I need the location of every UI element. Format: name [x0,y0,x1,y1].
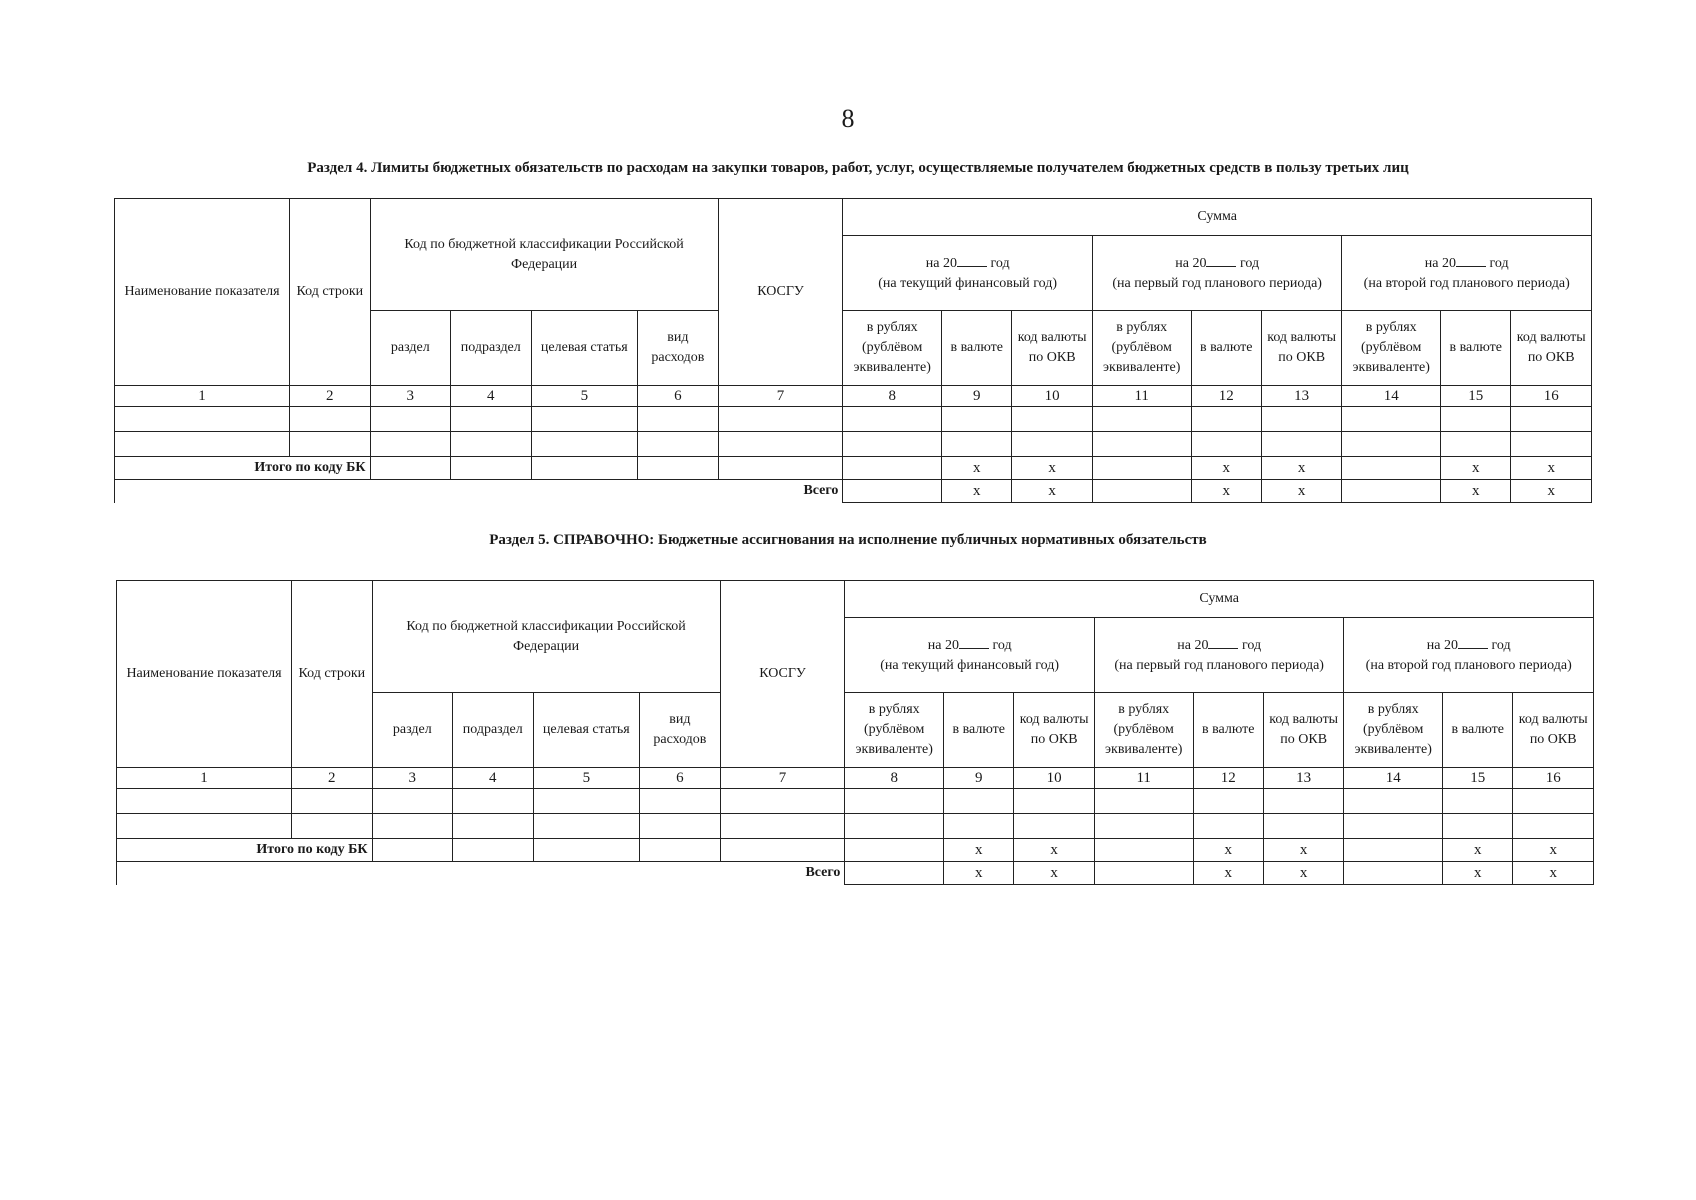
table-cell[interactable] [453,814,533,839]
col-name-header: Наименование показателя [115,199,290,386]
table-cell[interactable] [718,407,843,432]
col-num: 8 [845,768,944,789]
table-cell[interactable] [370,457,450,480]
table-cell[interactable] [1092,407,1191,432]
period-current-header: на 20 год (на текущий финансовый год) [845,618,1095,693]
celevaya-header: целевая статья [531,311,638,386]
table-cell[interactable] [718,432,843,457]
okv-header-2: код валюты по ОКВ [1263,693,1343,768]
table-cell[interactable] [531,457,638,480]
table-cell[interactable] [290,407,370,432]
rub-header-1: в рублях (рублёвом эквиваленте) [843,311,942,386]
itogo-label: Итого по коду БК [117,839,373,862]
valuta-header-3: в валюте [1441,311,1511,386]
col-num: 11 [1092,386,1191,407]
table-cell[interactable] [845,814,944,839]
table-cell[interactable] [533,814,640,839]
podrazdel-header: подраздел [451,311,531,386]
table-cell[interactable] [117,814,292,839]
col-num: 5 [533,768,640,789]
table-cell[interactable] [638,457,719,480]
table-cell[interactable] [533,789,640,814]
x-mark: x [1261,480,1341,503]
table-cell[interactable] [290,432,370,457]
table-cell[interactable] [1092,457,1191,480]
col-num: 2 [290,386,370,407]
x-mark: x [1261,457,1341,480]
vid-header: вид расходов [638,311,719,386]
bk-group-header: Код по бюджетной классификации Российской Федерации [372,581,720,693]
itogo-row [115,457,1592,480]
table-cell[interactable] [1443,789,1513,814]
rub-header-2: в рублях (рублёвом эквиваленте) [1092,311,1191,386]
table-cell[interactable] [372,814,452,839]
table-cell[interactable] [845,789,944,814]
table-cell[interactable] [1012,407,1092,432]
table-cell[interactable] [1191,432,1261,457]
table-cell[interactable] [944,789,1014,814]
podrazdel-header: подраздел [453,693,533,768]
col-num: 1 [117,768,292,789]
x-mark: x [1014,862,1094,885]
valuta-header-3: в валюте [1443,693,1513,768]
column-number-row [115,386,1592,407]
col-name-header: Наименование показателя [117,581,292,768]
col-num: 8 [843,386,942,407]
col-num: 9 [942,386,1012,407]
table-cell[interactable] [531,432,638,457]
col-num: 16 [1513,768,1594,789]
x-mark: x [1443,862,1513,885]
x-mark: x [1441,457,1511,480]
x-mark: x [1511,480,1592,503]
table-row [117,789,1594,814]
col-num: 14 [1342,386,1441,407]
section-4-table [114,198,1592,503]
table-cell[interactable] [720,814,845,839]
table-cell[interactable] [843,432,942,457]
valuta-header-1: в валюте [944,693,1014,768]
col-num: 16 [1511,386,1592,407]
table-cell[interactable] [1012,432,1092,457]
table-cell[interactable] [1263,789,1343,814]
table-cell[interactable] [451,407,531,432]
x-mark: x [1263,862,1343,885]
x-mark: x [1263,839,1343,862]
col-num: 4 [453,768,533,789]
valuta-header-1: в валюте [942,311,1012,386]
table-cell[interactable] [1261,432,1341,457]
table-cell[interactable] [1193,814,1263,839]
x-mark: x [1441,480,1511,503]
period-first-header: на 20 год (на первый год планового периода) [1094,618,1344,693]
col-num: 2 [292,768,372,789]
table-cell[interactable] [1094,789,1193,814]
table-cell[interactable] [1344,862,1443,885]
table-cell[interactable] [1263,814,1343,839]
table-cell[interactable] [1094,814,1193,839]
table-cell[interactable] [845,862,944,885]
col-code-header: Код строки [290,199,370,386]
x-mark: x [1513,839,1594,862]
table-cell[interactable] [1191,407,1261,432]
col-num: 13 [1263,768,1343,789]
vid-header: вид расходов [640,693,721,768]
table-cell[interactable] [944,814,1014,839]
valuta-header-2: в валюте [1191,311,1261,386]
table-cell[interactable] [1193,789,1263,814]
table-cell[interactable] [451,432,531,457]
section-5-title: Раздел 5. СПРАВОЧНО: Бюджетные ассигнования на исполнение публичных нормативных обязательств [489,532,1207,548]
okv-header-3: код валюты по ОКВ [1511,311,1592,386]
valuta-header-2: в валюте [1193,693,1263,768]
x-mark: x [944,862,1014,885]
table-cell[interactable] [453,789,533,814]
col-num: 4 [451,386,531,407]
section-5-table [116,580,1594,885]
x-mark: x [942,457,1012,480]
col-num: 9 [944,768,1014,789]
table-cell[interactable] [1511,407,1592,432]
summa-header: Сумма [845,581,1594,618]
x-mark: x [1012,480,1092,503]
table-cell[interactable] [640,789,721,814]
col-num: 15 [1441,386,1511,407]
period-second-header: на 20 год (на второй год планового периода) [1344,618,1594,693]
table-cell[interactable] [117,789,292,814]
x-mark: x [944,839,1014,862]
col-num: 5 [531,386,638,407]
table-cell[interactable] [1443,814,1513,839]
table-cell[interactable] [292,814,372,839]
table-cell[interactable] [1092,432,1191,457]
rub-header-3: в рублях (рублёвом эквиваленте) [1342,311,1441,386]
table-cell[interactable] [370,432,450,457]
col-num: 15 [1443,768,1513,789]
col-num: 3 [372,768,452,789]
table-cell[interactable] [942,432,1012,457]
table-cell[interactable] [1511,432,1592,457]
x-mark: x [1443,839,1513,862]
x-mark: x [1191,457,1261,480]
period-first-header: на 20 год (на первый год планового периода) [1092,236,1342,311]
table-cell[interactable] [843,457,942,480]
table-cell[interactable] [115,432,290,457]
period-second-header: на 20 год (на второй год планового периода) [1342,236,1592,311]
x-mark: x [1012,457,1092,480]
table-cell[interactable] [1441,432,1511,457]
table-cell[interactable] [1014,789,1094,814]
vsego-label: Всего [117,862,845,885]
table-cell[interactable] [1441,407,1511,432]
celevaya-header: целевая статья [533,693,640,768]
col-num: 1 [115,386,290,407]
table-cell[interactable] [1344,839,1443,862]
col-num: 12 [1191,386,1261,407]
section-4-title: Раздел 4. Лимиты бюджетных обязательств по расходам на закупки товаров, работ, услуг, осуществляемые получателем бюджетных средств в пользу третьих лиц [307,160,1409,176]
x-mark: x [1193,862,1263,885]
okv-header-3: код валюты по ОКВ [1513,693,1594,768]
razdel-header: раздел [370,311,450,386]
table-cell[interactable] [1094,862,1193,885]
table-cell[interactable] [720,839,845,862]
vsego-label: Всего [115,480,843,503]
itogo-row [117,839,1594,862]
table-cell[interactable] [1342,480,1441,503]
table-cell[interactable] [115,407,290,432]
table-row [117,814,1594,839]
table-cell[interactable] [942,407,1012,432]
table-cell[interactable] [638,432,719,457]
column-number-row [117,768,1594,789]
table-cell[interactable] [1092,480,1191,503]
table-cell[interactable] [1342,432,1441,457]
table-cell[interactable] [1344,789,1443,814]
table-cell[interactable] [453,839,533,862]
table-cell[interactable] [1513,789,1594,814]
bk-group-header: Код по бюджетной классификации Российской Федерации [370,199,718,311]
x-mark: x [942,480,1012,503]
table-cell[interactable] [845,839,944,862]
table-cell[interactable] [531,407,638,432]
razdel-header: раздел [372,693,452,768]
col-num: 10 [1014,768,1094,789]
col-num: 10 [1012,386,1092,407]
table-cell[interactable] [843,407,942,432]
rub-header-3: в рублях (рублёвом эквиваленте) [1344,693,1443,768]
table-cell[interactable] [372,789,452,814]
rub-header-1: в рублях (рублёвом эквиваленте) [845,693,944,768]
table-cell[interactable] [638,407,719,432]
okv-header-1: код валюты по ОКВ [1014,693,1094,768]
table-cell[interactable] [1342,407,1441,432]
vsego-row [115,480,1592,503]
rub-header-2: в рублях (рублёвом эквиваленте) [1094,693,1193,768]
col-num: 11 [1094,768,1193,789]
x-mark: x [1191,480,1261,503]
col-num: 6 [638,386,719,407]
itogo-label: Итого по коду БК [115,457,371,480]
table-cell[interactable] [718,457,843,480]
x-mark: x [1511,457,1592,480]
x-mark: x [1014,839,1094,862]
col-num: 12 [1193,768,1263,789]
table-cell[interactable] [1094,839,1193,862]
table-cell[interactable] [640,839,721,862]
table-cell[interactable] [451,457,531,480]
page-number: 8 [841,104,855,133]
table-cell[interactable] [1344,814,1443,839]
table-row [115,407,1592,432]
col-num: 14 [1344,768,1443,789]
table-cell[interactable] [720,789,845,814]
col-num: 6 [640,768,721,789]
summa-header: Сумма [843,199,1592,236]
table-cell[interactable] [1014,814,1094,839]
kosgu-header: КОСГУ [718,199,843,386]
table-cell[interactable] [533,839,640,862]
table-cell[interactable] [843,480,942,503]
table-cell[interactable] [292,789,372,814]
table-cell[interactable] [1261,407,1341,432]
x-mark: x [1513,862,1594,885]
table-cell[interactable] [1342,457,1441,480]
table-cell[interactable] [1513,814,1594,839]
okv-header-2: код валюты по ОКВ [1261,311,1341,386]
okv-header-1: код валюты по ОКВ [1012,311,1092,386]
col-num: 7 [720,768,845,789]
table-cell[interactable] [640,814,721,839]
vsego-row [117,862,1594,885]
table-cell[interactable] [370,407,450,432]
kosgu-header: КОСГУ [720,581,845,768]
col-num: 13 [1261,386,1341,407]
table-cell[interactable] [372,839,452,862]
col-num: 3 [370,386,450,407]
col-num: 7 [718,386,843,407]
x-mark: x [1193,839,1263,862]
period-current-header: на 20 год (на текущий финансовый год) [843,236,1093,311]
table-row [115,432,1592,457]
col-code-header: Код строки [292,581,372,768]
